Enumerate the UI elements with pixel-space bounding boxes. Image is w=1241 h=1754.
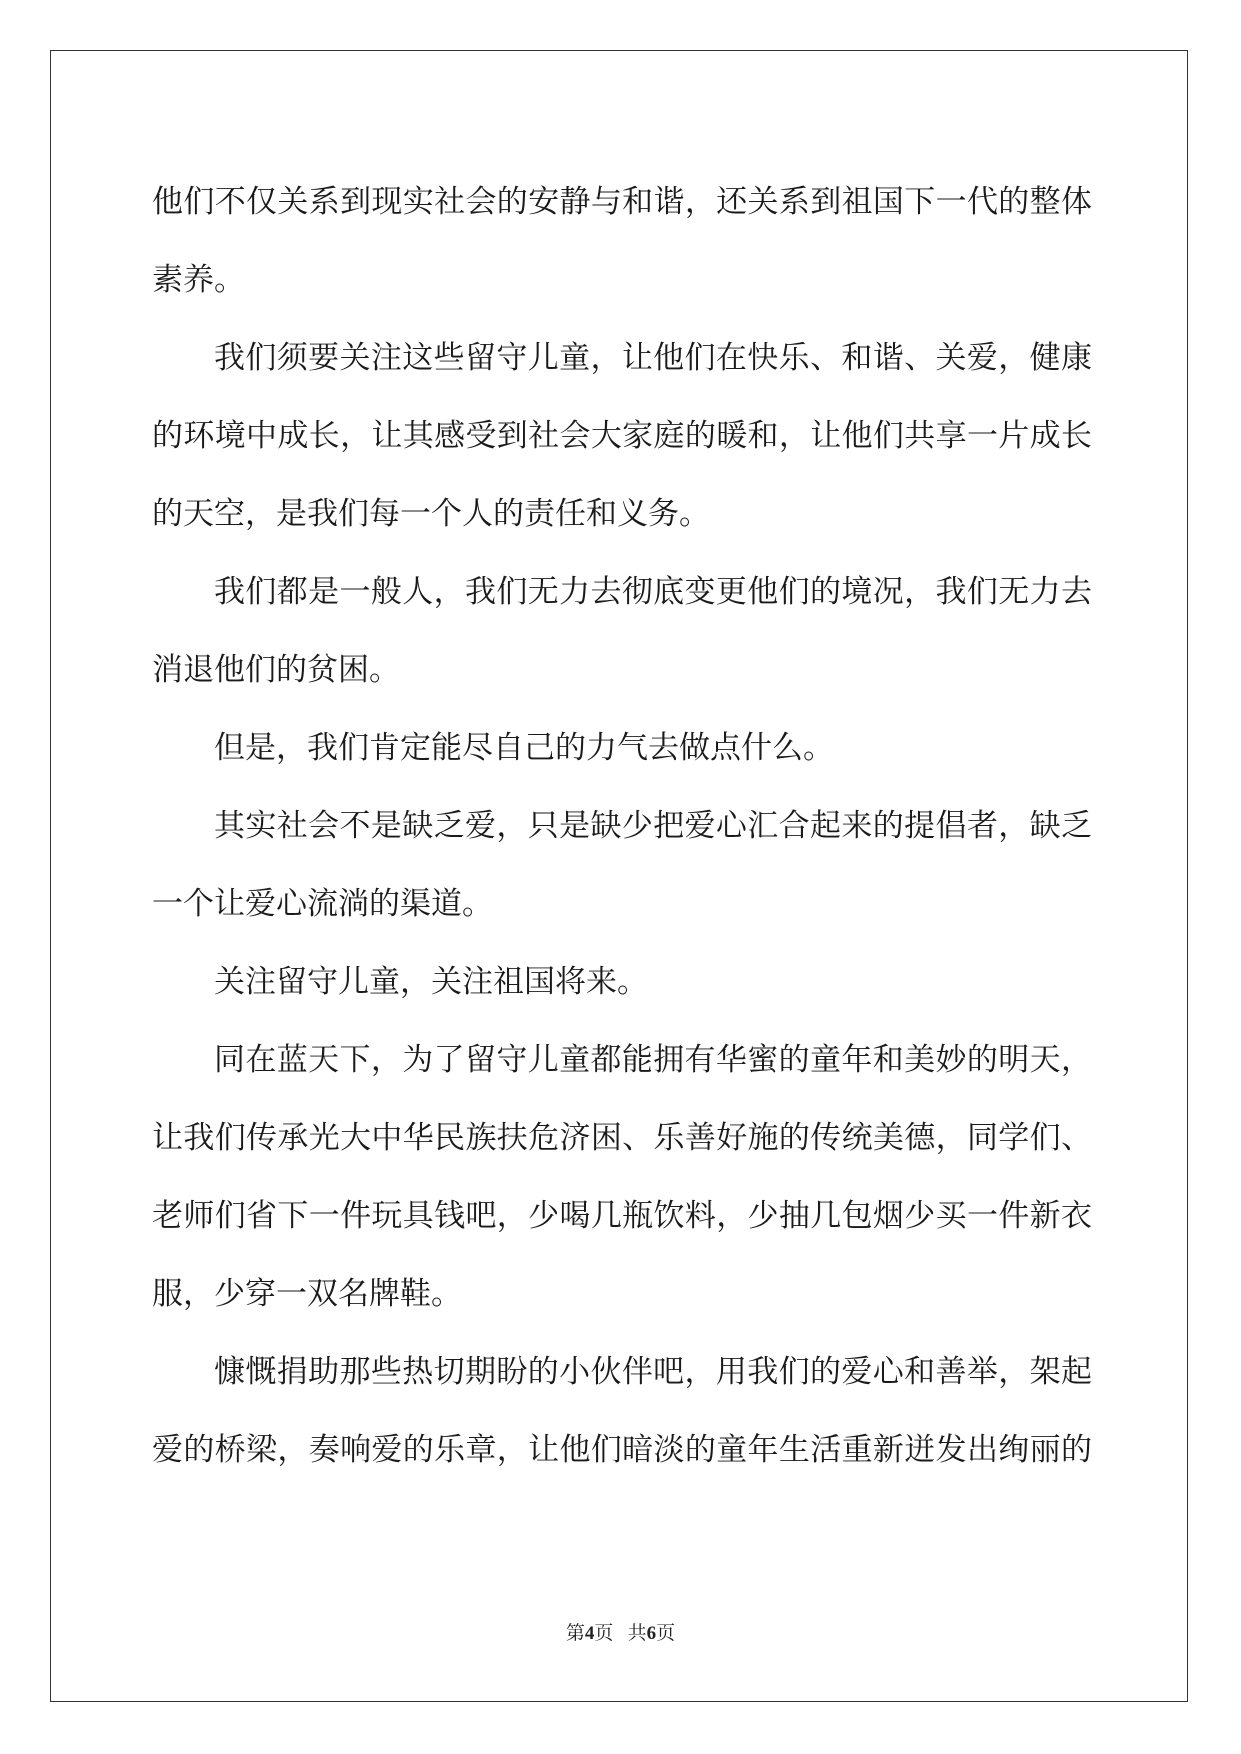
text-line: 我们都是一般人，我们无力去彻底变更他们的境况，我们无力去: [214, 574, 1092, 610]
footer-page-number: 4: [584, 1623, 595, 1644]
footer-total-pages: 6: [646, 1623, 657, 1644]
text-line: 其实社会不是缺乏爱，只是缺少把爱心汇合起来的提倡者，缺乏: [214, 808, 1092, 844]
footer-total-prefix: 共: [627, 1623, 647, 1644]
text-line: 老师们省下一件玩具钱吧，少喝几瓶饮料，少抽几包烟少买一件新衣: [152, 1198, 1092, 1234]
text-line: 一个让爱心流淌的渠道。: [152, 886, 493, 922]
footer-total-suffix: 页: [656, 1623, 676, 1644]
text-line: 爱的桥梁，奏响爱的乐章，让他们暗淡的童年生活重新迸发出绚丽的: [152, 1432, 1092, 1468]
text-line: 同在蓝天下，为了留守儿童都能拥有华蜜的童年和美妙的明天，: [214, 1042, 1092, 1078]
text-line: 关注留守儿童，关注祖国将来。: [214, 964, 648, 1000]
text-line: 我们须要关注这些留守儿童，让他们在快乐、和谐、关爱，健康: [214, 340, 1092, 376]
text-line: 他们不仅关系到现实社会的安静与和谐，还关系到祖国下一代的整体: [152, 184, 1092, 220]
text-line: 但是，我们肯定能尽自己的力气去做点什么。: [214, 730, 834, 766]
page-footer: [0, 1618, 1241, 1645]
text-line: 消退他们的贫困。: [152, 652, 400, 688]
text-line: 让我们传承光大中华民族扶危济困、乐善好施的传统美德，同学们、: [152, 1120, 1092, 1156]
text-line: 素养。: [152, 262, 245, 298]
text-line: 服，少穿一双名牌鞋。: [152, 1276, 462, 1312]
text-line: 的天空，是我们每一个人的责任和义务。: [152, 496, 710, 532]
text-line: 慷慨捐助那些热切期盼的小伙伴吧，用我们的爱心和善举，架起: [214, 1354, 1092, 1390]
footer-page-suffix: 页: [594, 1623, 614, 1644]
document-body: [152, 163, 1092, 1489]
footer-page-prefix: 第: [565, 1623, 585, 1644]
text-line: 的环境中成长，让其感受到社会大家庭的暖和，让他们共享一片成长: [152, 418, 1092, 454]
